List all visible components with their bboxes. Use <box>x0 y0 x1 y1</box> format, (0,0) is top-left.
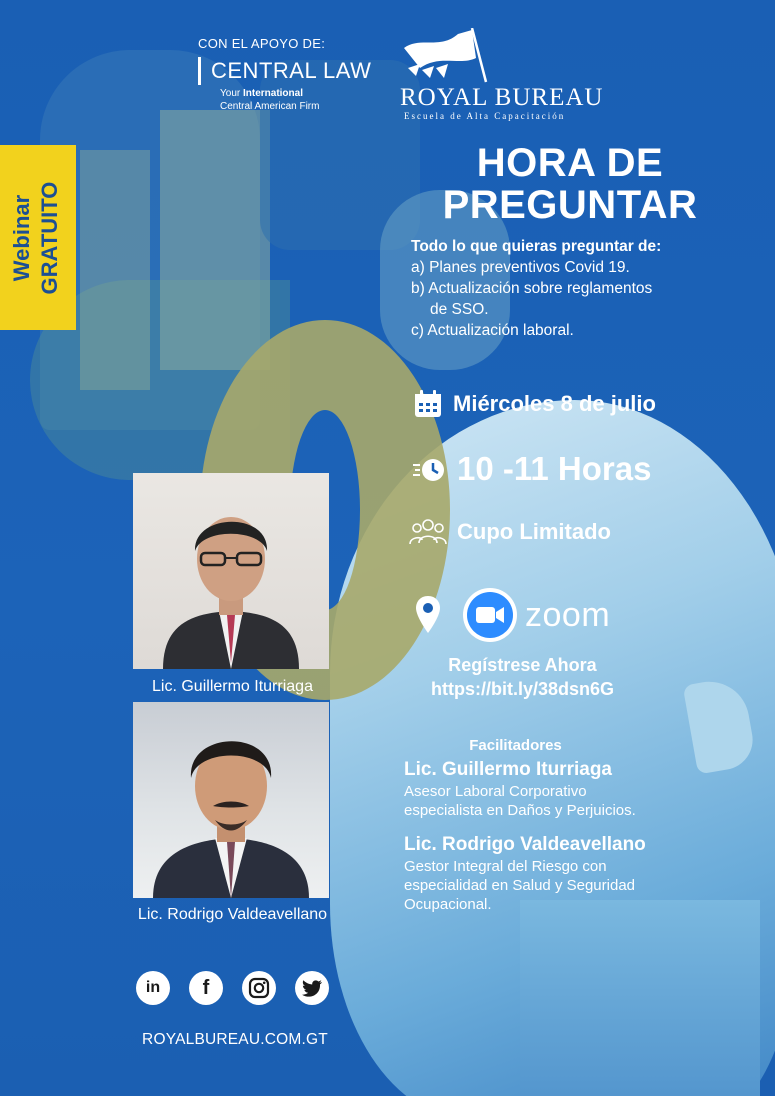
side-tab-line1: Webinar <box>9 194 34 282</box>
topics-lead: Todo lo que quieras preguntar de: <box>411 238 662 255</box>
sponsor-bar <box>198 57 201 85</box>
facilitator-name: Lic. Guillermo Iturriaga <box>404 759 612 780</box>
webinar-gratuito-tab <box>0 145 76 330</box>
registration-block <box>410 653 635 701</box>
platform-row <box>415 588 610 642</box>
facilitator-item <box>404 833 704 914</box>
social-links <box>136 971 329 1005</box>
sponsor-tagline <box>220 87 388 113</box>
topic-item: a) Planes preventivos Covid 19. <box>411 259 630 276</box>
topics-list <box>411 236 741 341</box>
platform-name: zoom <box>525 595 611 634</box>
website-link[interactable]: ROYALBUREAU.COM.GT <box>142 1031 328 1048</box>
event-time: 10 -11 Horas <box>457 450 652 487</box>
page-title <box>400 142 740 226</box>
topic-item-continuation: de SSO. <box>430 301 489 318</box>
instagram-glyph <box>248 977 270 999</box>
sponsor-tagline-line2: Central American Firm <box>220 101 320 112</box>
calendar-icon <box>413 389 443 419</box>
twitter-glyph <box>302 980 322 997</box>
background-shape <box>80 150 150 390</box>
facebook-glyph: f <box>202 976 210 999</box>
facilitator-name: Lic. Rodrigo Valdeavellano <box>404 834 646 855</box>
linkedin-icon[interactable] <box>136 971 170 1005</box>
side-tab-line2: GRATUITO <box>37 181 62 295</box>
title-line1: HORA DE <box>476 141 664 185</box>
speaker-photo-2 <box>133 702 329 898</box>
sponsor-tagline-bold: International <box>242 88 303 99</box>
location-pin-icon <box>415 595 441 635</box>
facilitator-desc: especialista en Daños y Perjuicios. <box>404 802 636 819</box>
topic-item: c) Actualización laboral. <box>411 322 574 339</box>
clock-icon <box>413 454 447 484</box>
speaker-photo-1 <box>133 473 329 669</box>
sponsor-logo <box>198 36 388 113</box>
flag-logo-icon <box>400 28 490 84</box>
side-tab-text <box>8 153 64 323</box>
speaker-caption-2: Lic. Rodrigo Valdeavellano <box>137 906 328 923</box>
title-line2: PREGUNTAR <box>442 183 698 227</box>
event-date-row <box>413 389 656 419</box>
facilitator-item <box>404 758 704 820</box>
event-time-row <box>413 450 651 488</box>
twitter-icon[interactable] <box>295 971 329 1005</box>
facilitators-heading: Facilitadores <box>469 737 562 754</box>
speaker-portrait-image <box>133 473 329 669</box>
group-people-icon <box>409 517 447 547</box>
head-silhouette-neck <box>520 900 760 1096</box>
linkedin-glyph: in <box>145 979 161 996</box>
speaker-portrait-image <box>133 702 329 898</box>
event-capacity: Cupo Limitado <box>457 519 611 544</box>
zoom-logo <box>463 588 517 642</box>
background-shape <box>160 110 270 370</box>
sponsor-name-row <box>198 57 388 85</box>
speaker-caption-1: Lic. Guillermo Iturriaga <box>152 678 313 695</box>
organizer-name: ROYAL BUREAU <box>400 84 604 111</box>
organizer-subtitle: Escuela de Alta Capacitación <box>404 111 566 121</box>
facilitator-desc: especialidad en Salud y Seguridad <box>404 877 635 894</box>
instagram-icon[interactable] <box>242 971 276 1005</box>
zoom-logo-inner <box>467 592 513 638</box>
facilitator-desc: Asesor Laboral Corporativo <box>404 783 587 800</box>
sponsor-tagline-prefix: Your <box>220 88 243 99</box>
event-date: Miércoles 8 de julio <box>453 391 656 416</box>
facilitator-desc: Gestor Integral del Riesgo con <box>404 858 607 875</box>
topic-item: b) Actualización sobre reglamentos <box>411 280 653 297</box>
event-capacity-row <box>409 517 611 547</box>
organizer-logo <box>400 28 610 121</box>
video-camera-icon <box>476 606 504 624</box>
sponsor-intro: CON EL APOYO DE: <box>198 36 326 51</box>
register-label: Regístrese Ahora <box>448 655 597 675</box>
sponsor-name: CENTRAL LAW <box>211 58 372 83</box>
facebook-icon[interactable] <box>189 971 223 1005</box>
register-link[interactable]: https://bit.ly/38dsn6G <box>430 679 615 699</box>
facilitator-desc: Ocupacional. <box>404 896 492 913</box>
